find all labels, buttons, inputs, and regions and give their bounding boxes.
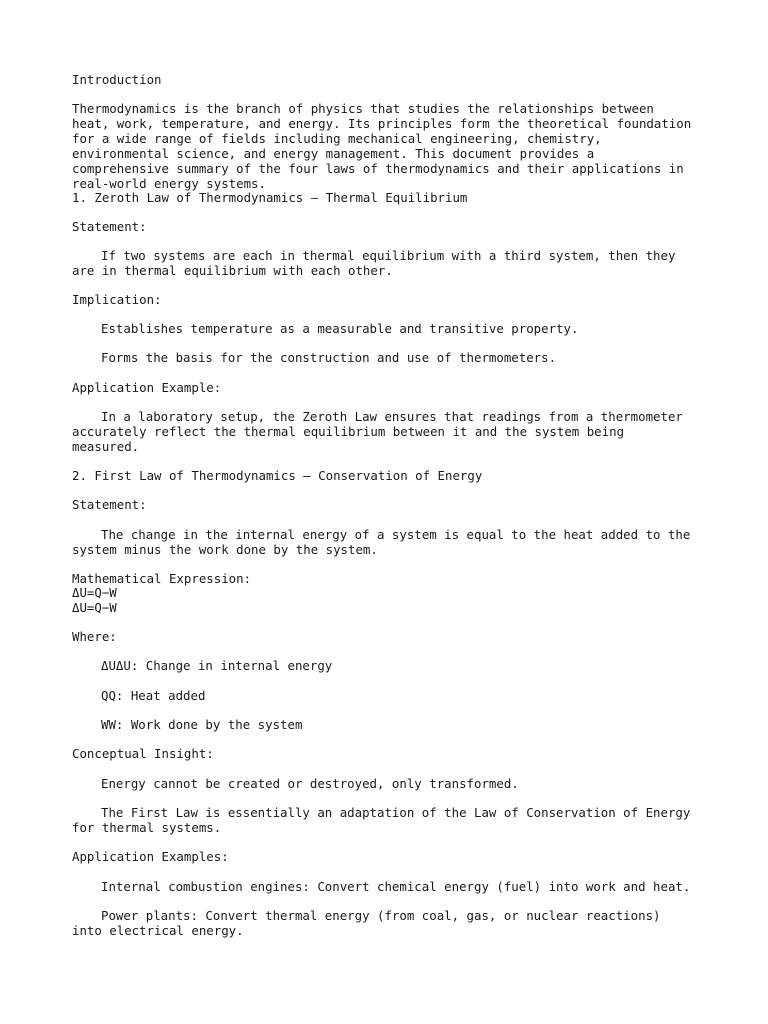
zeroth-application-text: accurately reflect the thermal equilibrium between it and the system being <box>72 424 625 439</box>
where-item: WW: Work done by the system <box>101 717 303 732</box>
conceptual-insight-item: The First Law is essentially an adaptation of the Law of Conservation of Energy <box>101 805 691 820</box>
math-expression: ΔU=Q−W <box>72 600 117 615</box>
application-example-item: into electrical energy. <box>72 923 244 938</box>
zeroth-implication-item: Forms the basis for the construction and use of thermometers. <box>101 350 557 365</box>
intro-paragraph-line: comprehensive summary of the four laws of thermodynamics and their applications in <box>72 161 684 176</box>
where-item: QQ: Heat added <box>101 688 206 703</box>
conceptual-insight-item: Energy cannot be created or destroyed, only transformed. <box>101 776 519 791</box>
intro-paragraph-line: Thermodynamics is the branch of physics that studies the relationships between <box>72 101 654 116</box>
zeroth-law-heading: 1. Zeroth Law of Thermodynamics – Thermal Equilibrium <box>72 190 468 205</box>
first-statement-text: system minus the work done by the system. <box>72 542 378 557</box>
zeroth-implication-label: Implication: <box>72 292 162 307</box>
intro-paragraph-line: heat, work, temperature, and energy. Its principles form the theoretical foundation <box>72 116 692 131</box>
math-expression: ΔU=Q−W <box>72 585 117 600</box>
first-statement-text: The change in the internal energy of a system is equal to the heat added to the <box>101 527 691 542</box>
zeroth-statement-label: Statement: <box>72 219 147 234</box>
application-example-item: Power plants: Convert thermal energy (from coal, gas, or nuclear reactions) <box>101 908 661 923</box>
where-label: Where: <box>72 629 117 644</box>
where-item: ΔUΔU: Change in internal energy <box>101 658 333 673</box>
first-statement-label: Statement: <box>72 497 147 512</box>
zeroth-implication-item: Establishes temperature as a measurable and transitive property. <box>101 321 579 336</box>
conceptual-insight-item: for thermal systems. <box>72 820 222 835</box>
zeroth-statement-text: If two systems are each in thermal equilibrium with a third system, then they <box>101 248 676 263</box>
application-example-item: Internal combustion engines: Convert chemical energy (fuel) into work and heat. <box>101 879 691 894</box>
math-expression-label: Mathematical Expression: <box>72 571 252 586</box>
zeroth-application-text: measured. <box>72 439 140 454</box>
intro-paragraph-line: environmental science, and energy management. This document provides a <box>72 146 595 161</box>
conceptual-insight-label: Conceptual Insight: <box>72 746 214 761</box>
zeroth-application-text: In a laboratory setup, the Zeroth Law ensures that readings from a thermometer <box>101 409 683 424</box>
intro-paragraph-line: real-world energy systems. <box>72 176 266 191</box>
intro-heading: Introduction <box>72 72 162 87</box>
intro-paragraph-line: for a wide range of fields including mechanical engineering, chemistry, <box>72 131 602 146</box>
zeroth-statement-text: are in thermal equilibrium with each other. <box>72 263 393 278</box>
application-examples-label: Application Examples: <box>72 849 229 864</box>
zeroth-application-label: Application Example: <box>72 380 222 395</box>
first-law-heading: 2. First Law of Thermodynamics – Conservation of Energy <box>72 468 483 483</box>
